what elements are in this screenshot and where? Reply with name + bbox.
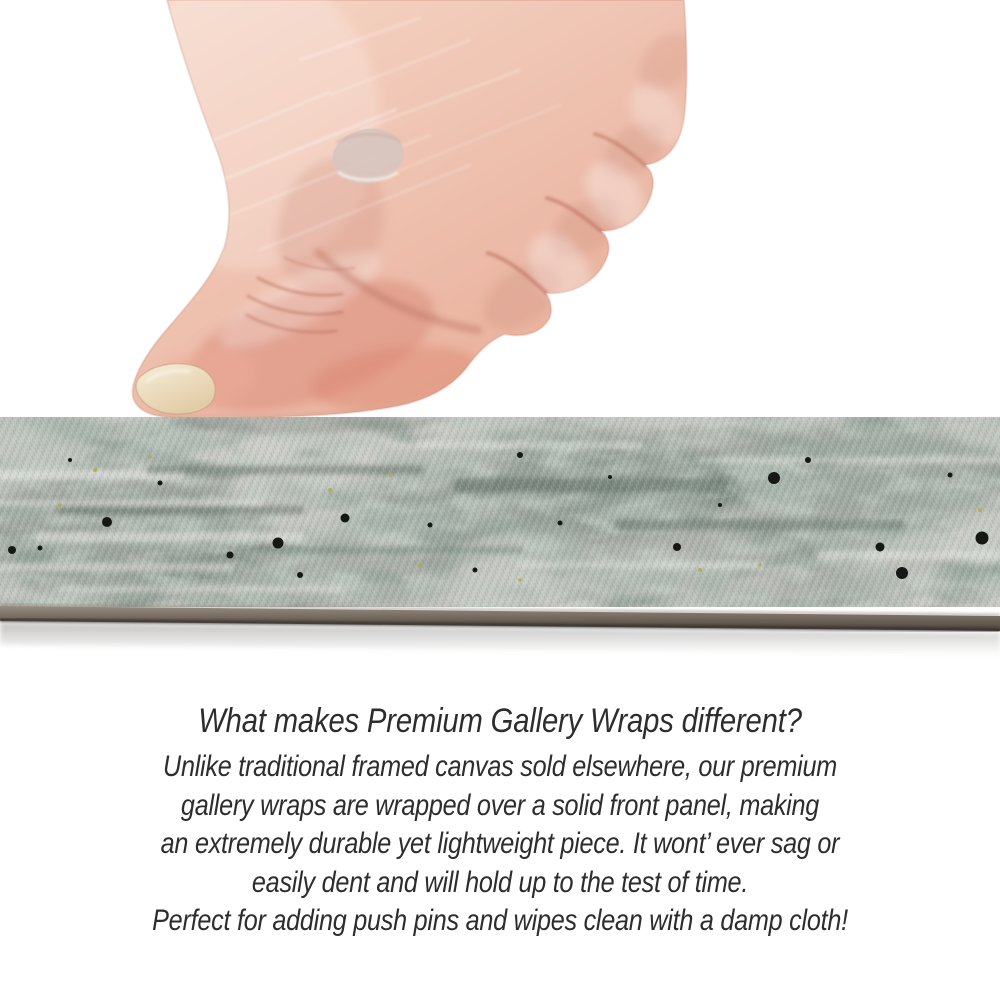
caption [0, 700, 1000, 941]
hand-pressing-photo [0, 0, 1000, 420]
thumbnail [136, 364, 215, 414]
caption-line-2: gallery wraps are wrapped over a solid front panel, making [180, 788, 820, 822]
canvas-texture [0, 415, 1000, 615]
caption-line-5: Perfect for adding push pins and wipes clean with a damp cloth! [152, 904, 848, 937]
canvas-bottom-edge [0, 605, 1000, 655]
caption-line-3: an extremely durable yet lightweight piece. It wont’ ever sag or [160, 827, 840, 860]
caption-heading: What makes Premium Gallery Wraps different? [198, 702, 802, 740]
caption-line-4: easily dent and will hold up to the test of time. [251, 865, 749, 899]
caption-line-1: Unlike traditional framed canvas sold elsewhere, our premium [163, 750, 837, 783]
canvas-edge-texture-photo [0, 415, 1000, 670]
